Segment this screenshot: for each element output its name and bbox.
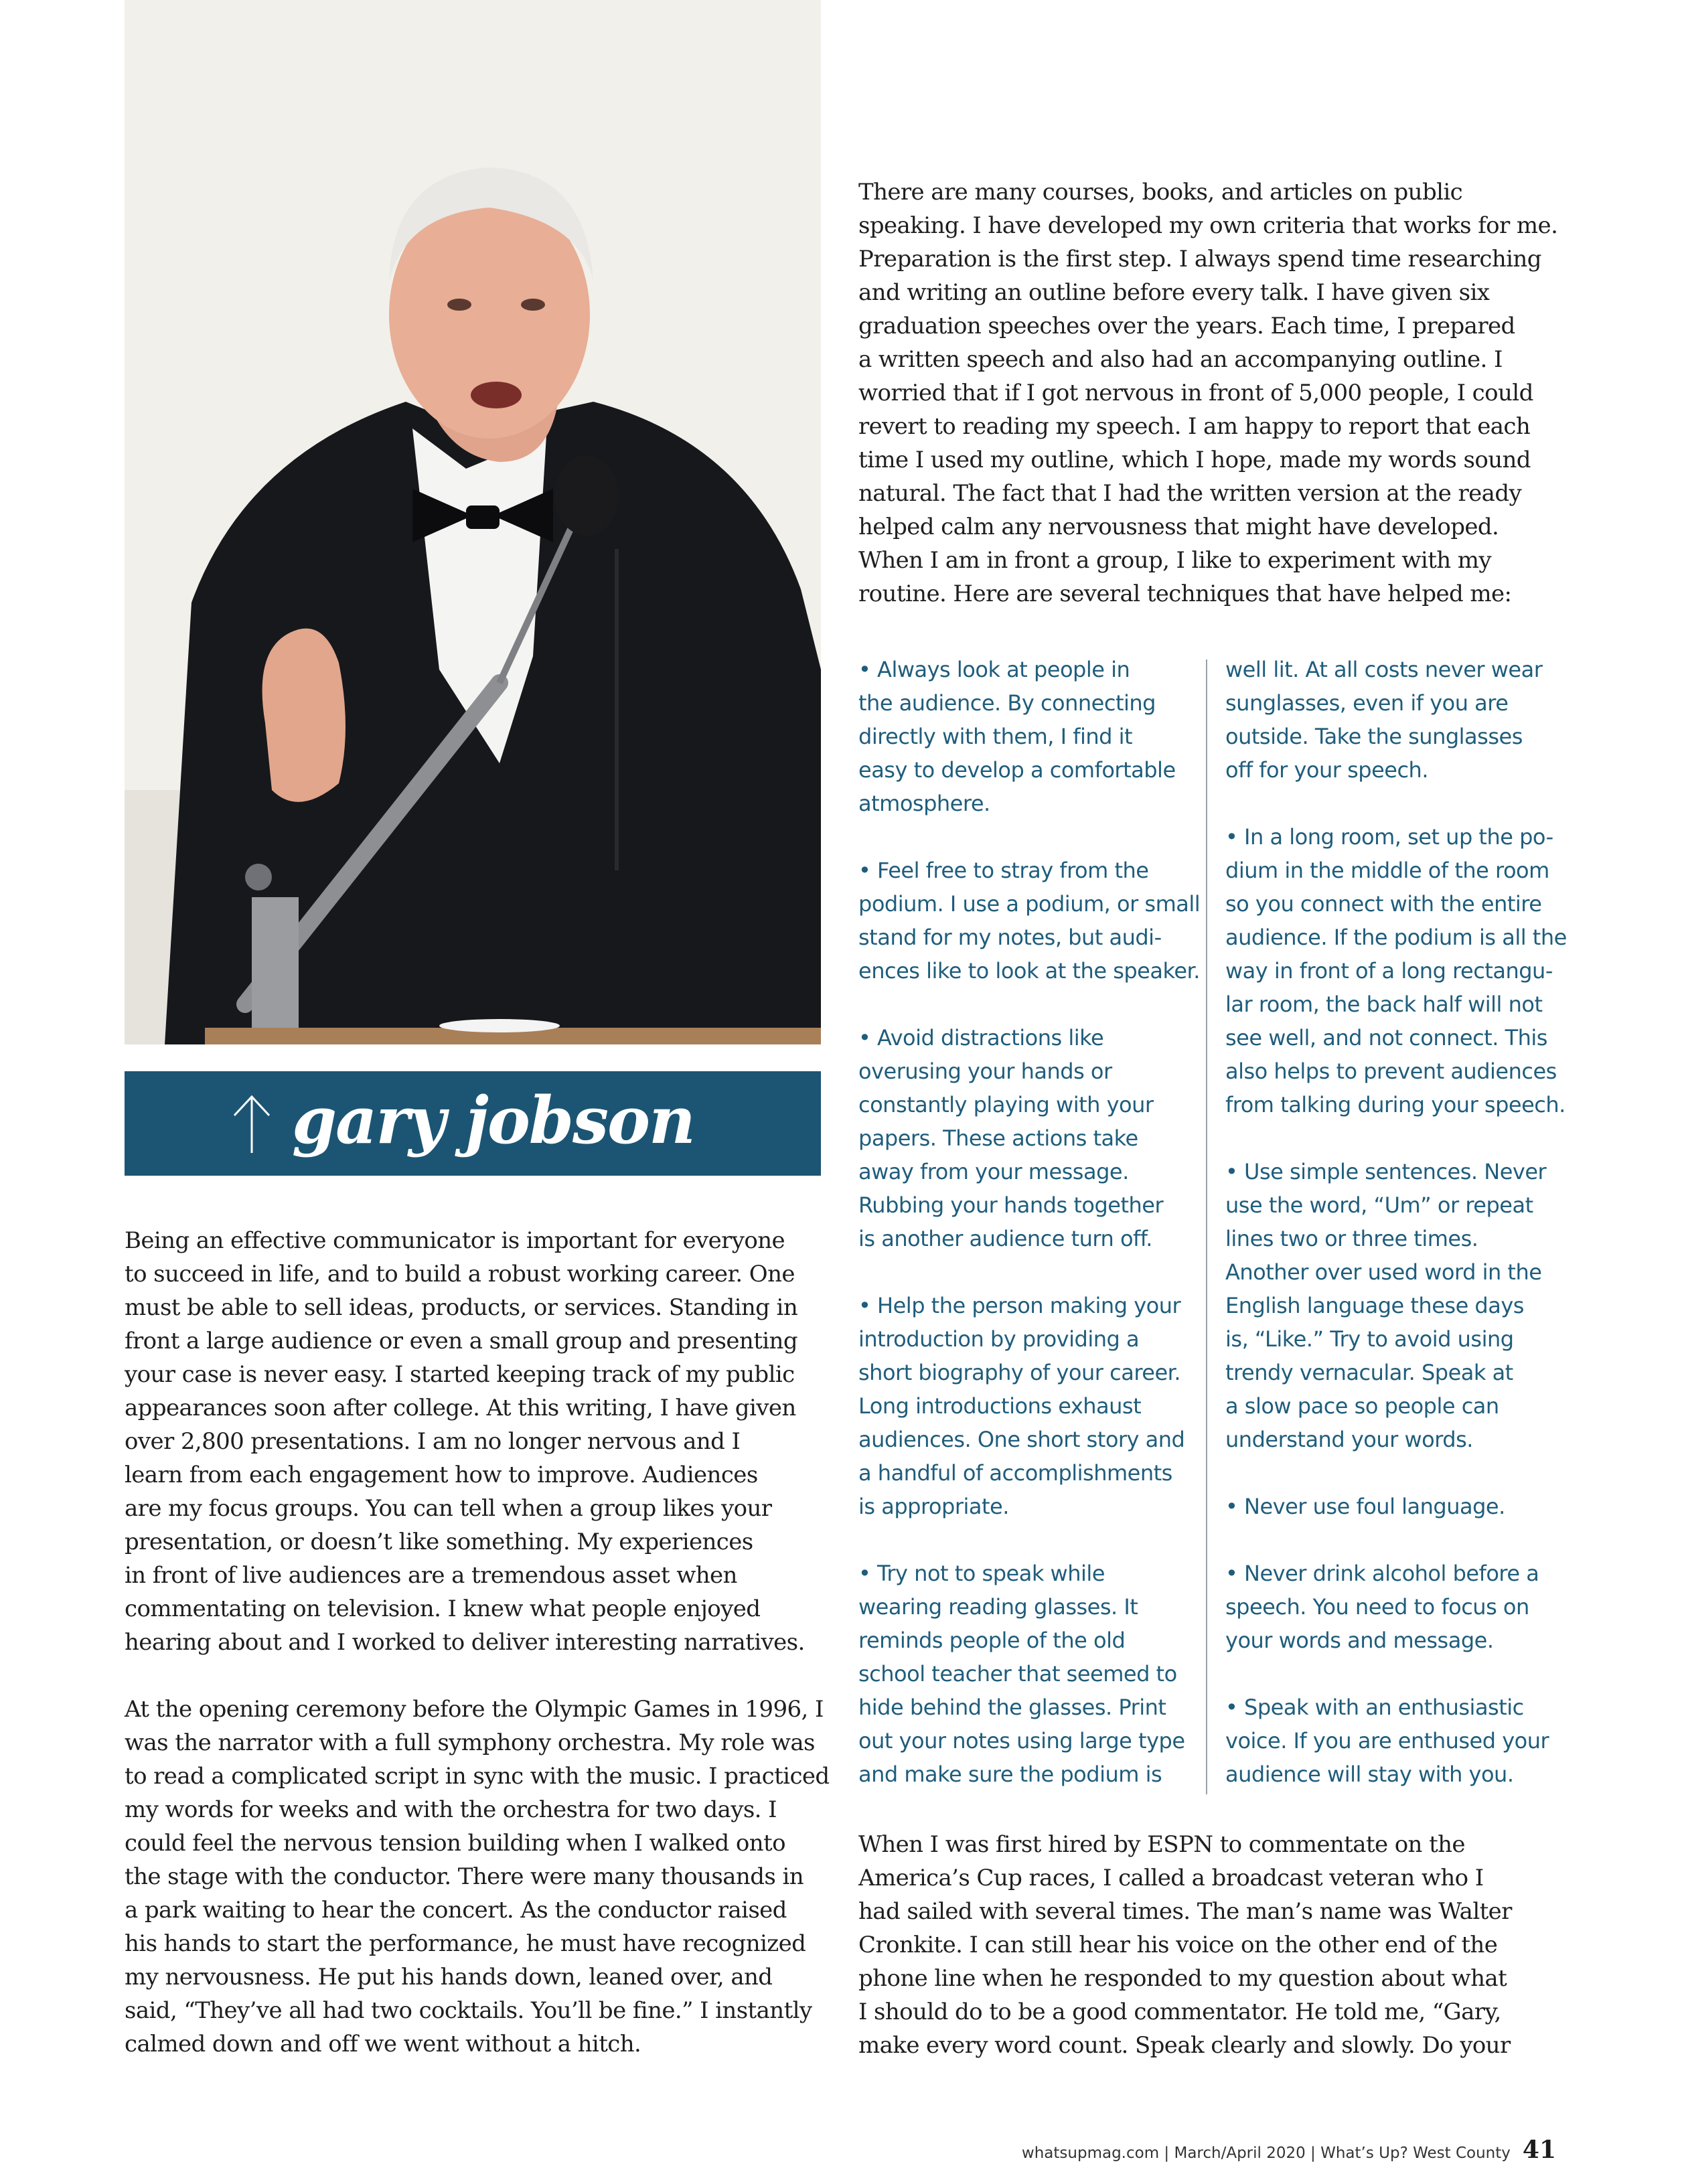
tip-line: away from your message. (858, 1159, 1129, 1184)
tip-line: well lit. At all costs never wear (1225, 657, 1543, 682)
tip-line: see well, and not connect. This (1225, 1025, 1547, 1050)
text-line: phone line when he responded to my question about what (858, 1965, 1507, 1992)
tip-line: • Always look at people in (858, 657, 1130, 682)
text-line: appearances soon after college. At this writing, I have given (125, 1395, 796, 1421)
text-line: in front of live audiences are a tremendous asset when (125, 1562, 737, 1589)
text-line: had sailed with several times. The man’s name was Walter (858, 1898, 1512, 1925)
tip-line: lines two or three times. (1225, 1226, 1478, 1251)
text-line: a park waiting to hear the concert. As the conductor raised (125, 1897, 787, 1924)
text-line: I should do to be a good commentator. He told me, “Gary, (858, 1999, 1501, 2025)
text-line: make every word count. Speak clearly and slowly. Do your (858, 2032, 1511, 2059)
footer-meta: whatsupmag.com | March/April 2020 | What’s Up? West County (1021, 2144, 1511, 2162)
text-line: could feel the nervous tension building when I walked onto (125, 1830, 785, 1857)
tip-line: Long introductions exhaust (858, 1393, 1142, 1419)
text-line: speaking. I have developed my own criteria that works for me. (858, 212, 1558, 239)
text-line: and writing an outline before every talk. I have given six (858, 279, 1490, 306)
tip-line: • Avoid distractions like (858, 1025, 1104, 1050)
tip-line: constantly playing with your (858, 1092, 1154, 1117)
tip-line: papers. These actions take (858, 1125, 1138, 1151)
tip-line: out your notes using large type (858, 1728, 1185, 1753)
text-line: commentating on television. I knew what people enjoyed (125, 1595, 761, 1622)
text-line: Being an effective communicator is important for everyone (125, 1227, 785, 1254)
tip-line: • Feel free to stray from the (858, 858, 1149, 883)
tip-line: understand your words. (1225, 1427, 1473, 1452)
tip-item (1225, 1557, 1574, 1657)
name-banner (125, 1071, 821, 1176)
tip-line: also helps to prevent audiences (1225, 1059, 1557, 1084)
tip-item (858, 1021, 1200, 1255)
tip-item (858, 1289, 1200, 1523)
page-number: 41 (1522, 2136, 1556, 2164)
tip-line: podium. I use a podium, or small (858, 891, 1201, 917)
text-line: the stage with the conductor. There were many thousands in (125, 1863, 804, 1890)
tip-line: wearing reading glasses. It (858, 1594, 1138, 1620)
text-line: my words for weeks and with the orchestra for two days. I (125, 1796, 777, 1823)
tip-line: • Try not to speak while (858, 1561, 1105, 1586)
text-line: revert to reading my speech. I am happy to report that each (858, 413, 1531, 440)
tip-line: • Never drink alcohol before a (1225, 1561, 1539, 1586)
text-line: routine. Here are several techniques that have helped me: (858, 580, 1512, 607)
tip-line: dium in the middle of the room (1225, 858, 1549, 883)
tips-column-left (858, 653, 1200, 1791)
tip-line: overusing your hands or (858, 1059, 1112, 1084)
bottom-paragraph (858, 1828, 1575, 2062)
text-line: calmed down and off we went without a hitch. (125, 2031, 641, 2057)
tips-column-right (1225, 653, 1574, 1791)
tip-line: ences like to look at the speaker. (858, 958, 1200, 984)
tip-line: • In a long room, set up the po- (1225, 824, 1553, 850)
text-line: At the opening ceremony before the Olympic Games in 1996, I (125, 1696, 824, 1723)
tip-line: directly with them, I find it (858, 724, 1133, 749)
intro-paragraph (858, 175, 1575, 611)
tip-line: Another over used word in the (1225, 1259, 1542, 1285)
tip-line: way in front of a long rectangu- (1225, 958, 1553, 984)
text-line: your case is never easy. I started keeping track of my public (125, 1361, 795, 1388)
text-line: said, “They’ve all had two cocktails. You’ll be fine.” I instantly (125, 1997, 812, 2024)
text-line: worried that if I got nervous in front of 5,000 people, I could (858, 380, 1533, 406)
text-line: over 2,800 presentations. I am no longer nervous and I (125, 1428, 741, 1455)
tip-line: and make sure the podium is (858, 1762, 1162, 1787)
text-line: hearing about and I worked to deliver interesting narratives. (125, 1629, 805, 1656)
tip-line: voice. If you are enthused your (1225, 1728, 1549, 1753)
left-column (125, 1224, 830, 2061)
text-line: a written speech and also had an accompanying outline. I (858, 346, 1503, 373)
tip-item (858, 1557, 1200, 1791)
tip-line: off for your speech. (1225, 757, 1428, 783)
tip-line: • Use simple sentences. Never (1225, 1159, 1547, 1184)
text-line: presentation, or doesn’t like something. My experiences (125, 1529, 753, 1555)
text-line: was the narrator with a full symphony orchestra. My role was (125, 1729, 815, 1756)
text-line: helped calm any nervousness that might have developed. (858, 514, 1499, 540)
tip-item (1225, 1490, 1574, 1523)
text-line: Cronkite. I can still hear his voice on the other end of the (858, 1932, 1498, 1958)
tip-line: speech. You need to focus on (1225, 1594, 1529, 1620)
tip-line: is appropriate. (858, 1494, 1009, 1519)
tip-line: reminds people of the old (858, 1628, 1126, 1653)
tip-line: is, “Like.” Try to avoid using (1225, 1326, 1514, 1352)
tip-line: so you connect with the entire (1225, 891, 1542, 917)
tip-line: use the word, “Um” or repeat (1225, 1192, 1533, 1218)
tip-line: Rubbing your hands together (858, 1192, 1164, 1218)
paragraph (125, 1224, 821, 1659)
tip-line: • Help the person making your (858, 1293, 1181, 1318)
tip-line: sunglasses, even if you are (1225, 690, 1509, 716)
tip-line: stand for my notes, but audi- (858, 925, 1162, 950)
tip-line: audience. If the podium is all the (1225, 925, 1567, 950)
text-line: are my focus groups. You can tell when a group likes your (125, 1495, 772, 1522)
text-line: must be able to sell ideas, products, or services. Standing in (125, 1294, 798, 1321)
tip-line: a slow pace so people can (1225, 1393, 1499, 1419)
tip-item (858, 854, 1200, 988)
tip-line: short biography of your career. (858, 1360, 1181, 1385)
tip-line: audiences. One short story and (858, 1427, 1185, 1452)
text-line: When I am in front a group, I like to experiment with my (858, 547, 1492, 574)
arrow-up-icon (232, 1094, 272, 1154)
tip-item (1225, 653, 1574, 787)
tip-item (1225, 820, 1574, 1121)
text-line: my nervousness. He put his hands down, leaned over, and (125, 1964, 773, 1991)
text-line: his hands to start the performance, he must have recognized (125, 1930, 806, 1957)
tip-item (1225, 1155, 1574, 1456)
tip-line: audience will stay with you. (1225, 1762, 1514, 1787)
text-line: learn from each engagement how to improve. Audiences (125, 1462, 758, 1488)
text-line: to succeed in life, and to build a robust working career. One (125, 1261, 795, 1288)
speaker-name: gary jobson (292, 1083, 694, 1158)
tip-line: easy to develop a comfortable (858, 757, 1176, 783)
tip-line: school teacher that seemed to (858, 1661, 1177, 1687)
tip-line: atmosphere. (858, 791, 990, 816)
text-line: graduation speeches over the years. Each time, I prepared (858, 313, 1515, 339)
text-line: Preparation is the first step. I always spend time researching (858, 246, 1541, 272)
tip-line: trendy vernacular. Speak at (1225, 1360, 1513, 1385)
tip-line: • Never use foul language. (1225, 1494, 1505, 1519)
tip-line: outside. Take the sunglasses (1225, 724, 1523, 749)
tip-line: is another audience turn off. (858, 1226, 1152, 1251)
tip-item (1225, 1691, 1574, 1791)
text-line: When I was first hired by ESPN to commentate on the (858, 1831, 1465, 1858)
tip-item (858, 653, 1200, 820)
tip-line: lar room, the back half will not (1225, 992, 1543, 1017)
speaker-photo (125, 0, 821, 1044)
text-line: time I used my outline, which I hope, made my words sound (858, 447, 1531, 473)
tip-line: from talking during your speech. (1225, 1092, 1565, 1117)
text-line: front a large audience or even a small group and presenting (125, 1328, 798, 1354)
tip-line: the audience. By connecting (858, 690, 1156, 716)
tip-line: introduction by providing a (858, 1326, 1140, 1352)
text-line: natural. The fact that I had the written version at the ready (858, 480, 1522, 507)
paragraph (125, 1693, 830, 2061)
tip-line: English language these days (1225, 1293, 1524, 1318)
text-line: There are many courses, books, and articles on public (858, 179, 1463, 206)
text-line: to read a complicated script in sync with the music. I practiced (125, 1763, 830, 1790)
text-line: America’s Cup races, I called a broadcast veteran who I (858, 1865, 1484, 1891)
tip-line: your words and message. (1225, 1628, 1494, 1653)
tip-line: hide behind the glasses. Print (858, 1695, 1166, 1720)
page-footer (1022, 2136, 1556, 2169)
tip-line: a handful of accomplishments (858, 1460, 1172, 1486)
column-divider (1206, 659, 1207, 1794)
tip-line: • Speak with an enthusiastic (1225, 1695, 1524, 1720)
